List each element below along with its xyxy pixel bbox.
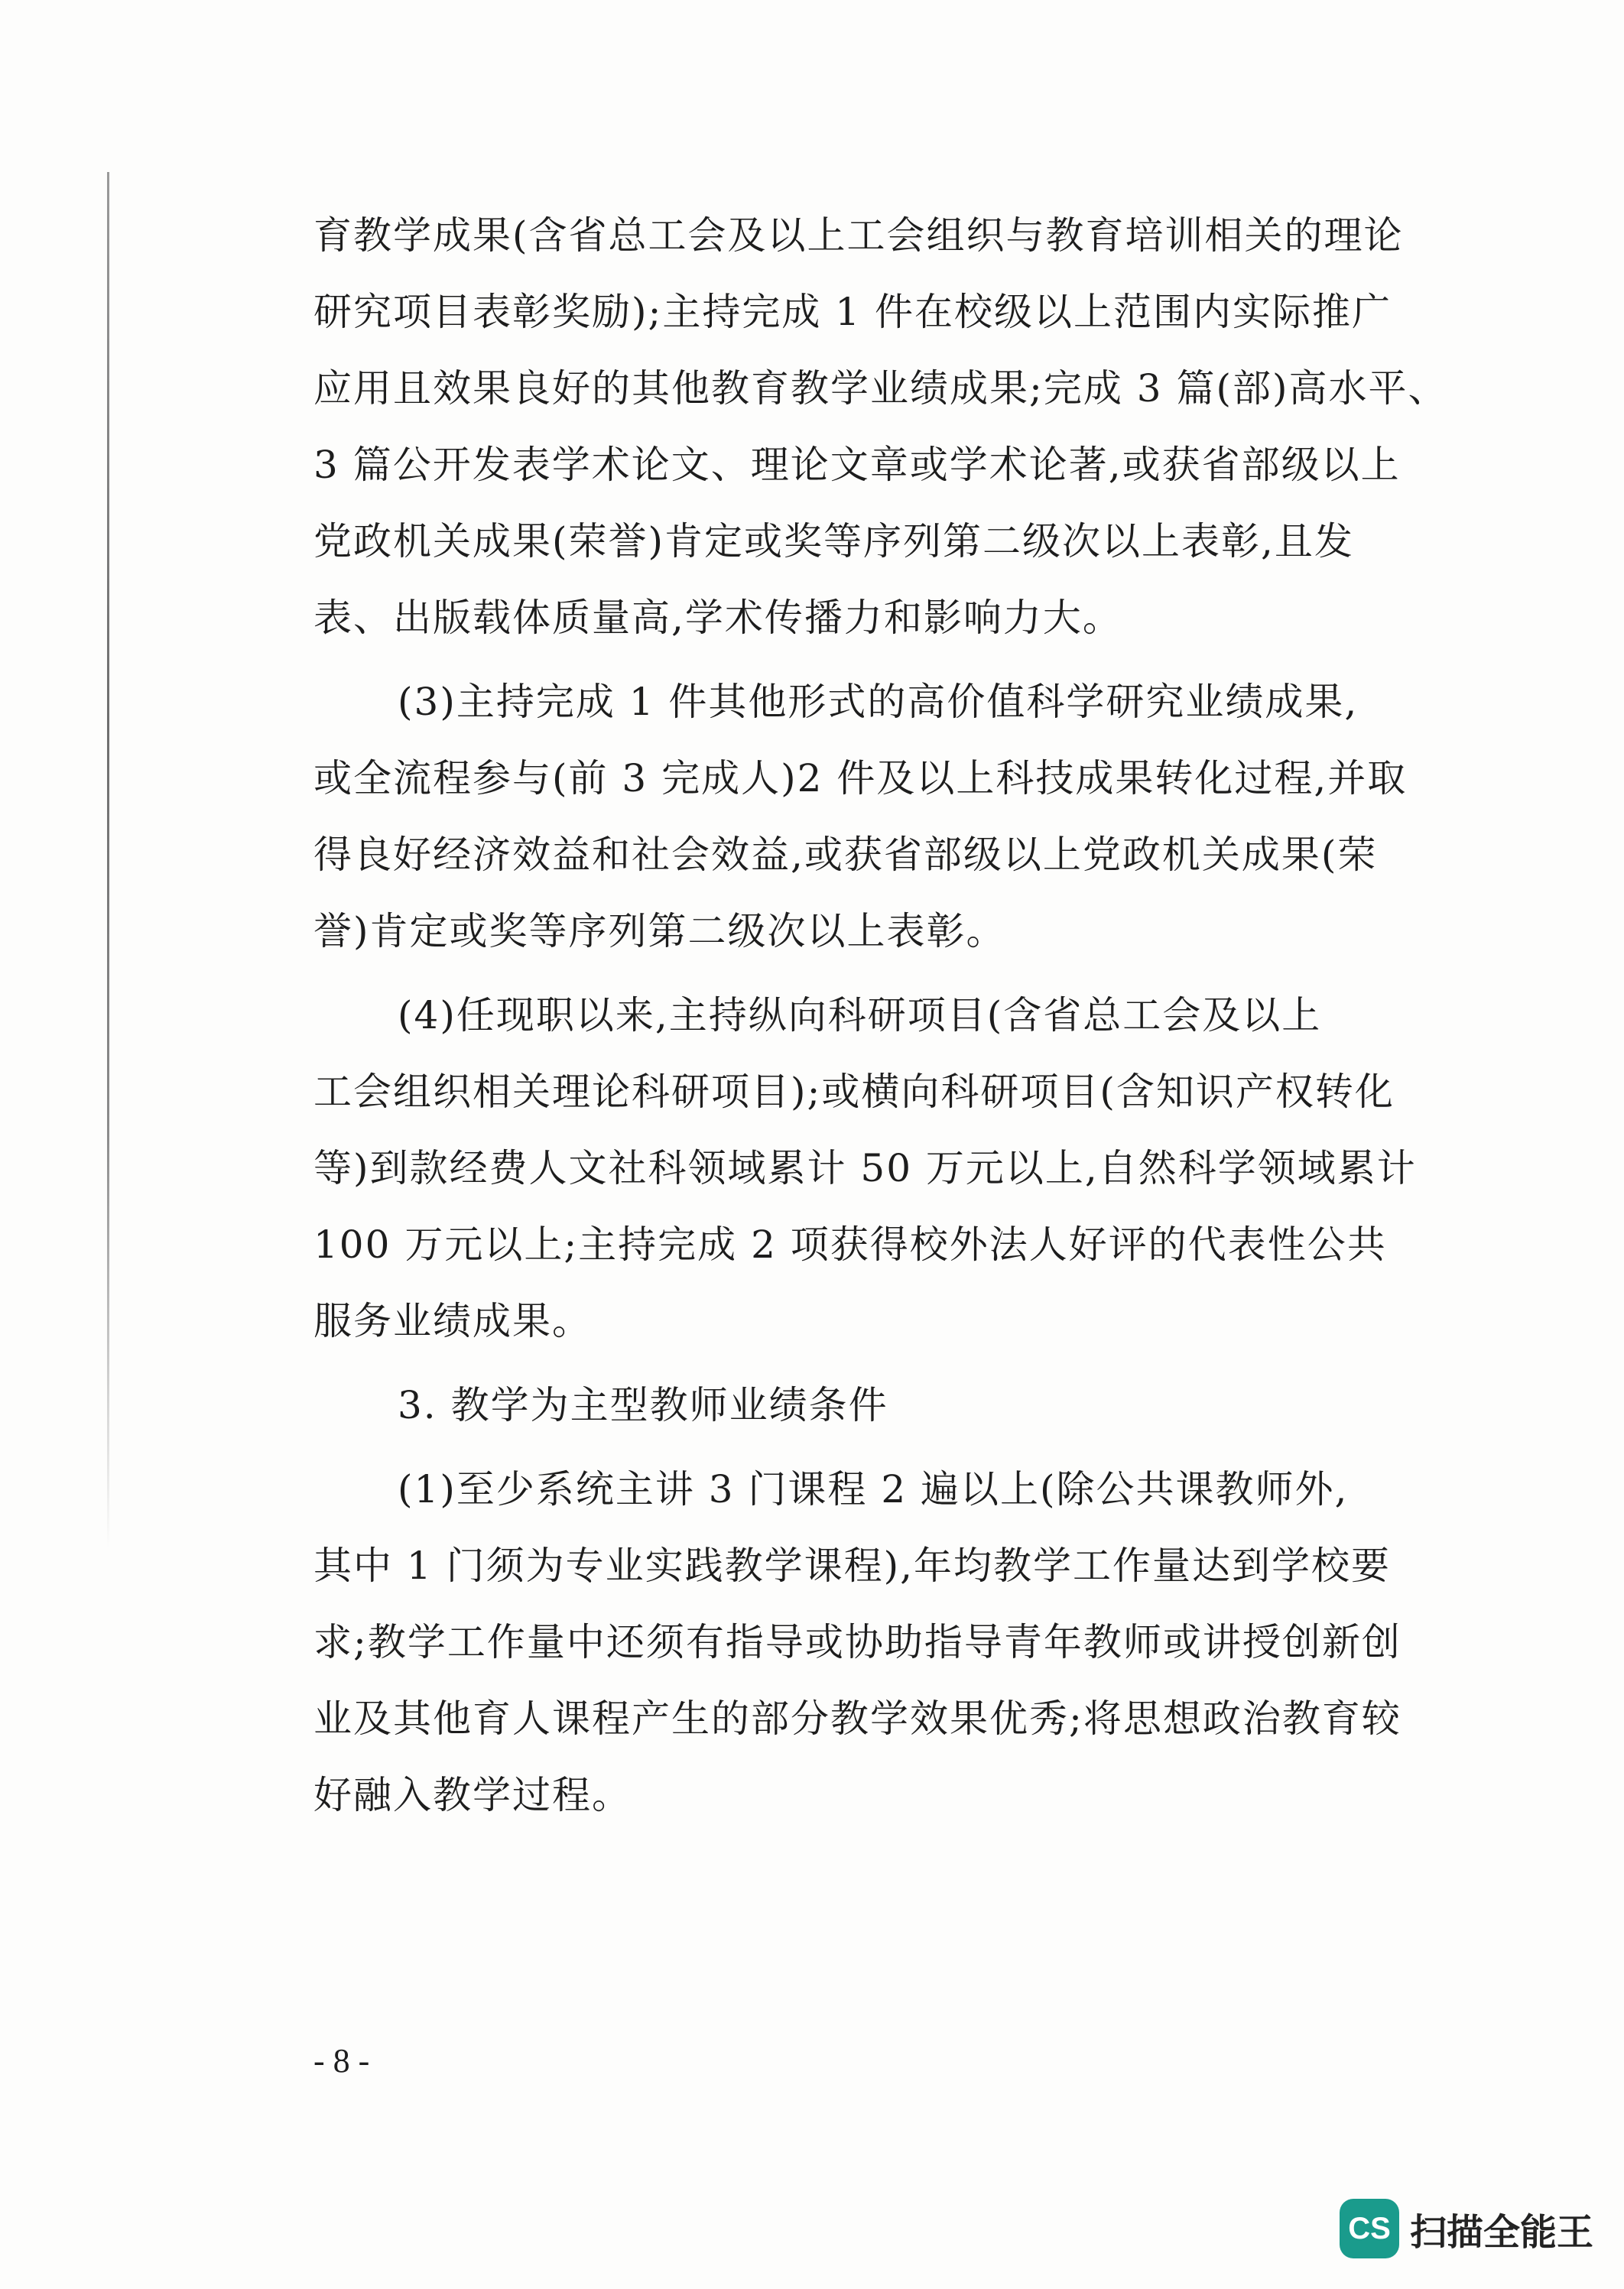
scanner-watermark — [1340, 2199, 1593, 2258]
text-line: 3 篇公开发表学术论文、理论文章或学术论著,或获省部级以上 — [313, 443, 1401, 487]
text-line: 或全流程参与(前 3 完成人)2 件及以上科技成果转化过程,并取 — [313, 756, 1408, 800]
page-number: - 8 - — [313, 2042, 370, 2080]
section-heading — [313, 1367, 1476, 1443]
text-line: 求;教学工作量中还须有指导或协助指导青年教师或讲授创新创 — [313, 1620, 1402, 1664]
text-line: 育教学成果(含省总工会及以上工会组织与教育培训相关的理论 — [313, 213, 1404, 258]
camscanner-logo-icon: CS — [1340, 2199, 1399, 2258]
text-line: (1)至少系统主讲 3 门课程 2 遍以上(除公共课教师外, — [398, 1467, 1349, 1511]
text-line: 其中 1 门须为专业实践教学课程),年均教学工作量达到学校要 — [313, 1544, 1391, 1588]
document-body — [313, 197, 1476, 1833]
paragraph-item-3 — [313, 664, 1476, 969]
paragraph-item-1 — [313, 1451, 1476, 1833]
text-line: 应用且效果良好的其他教育教学业绩成果;完成 3 篇(部)高水平、 — [313, 366, 1448, 411]
binding-edge-line — [107, 172, 109, 1548]
text-line: 研究项目表彰奖励);主持完成 1 件在校级以上范围内实际推广 — [313, 290, 1392, 334]
text-line: 表、出版载体质量高,学术传播力和影响力大。 — [313, 596, 1122, 640]
text-line: 业及其他育人课程产生的部分教学效果优秀;将思想政治教育较 — [313, 1696, 1402, 1741]
heading-text: 3. 教学为主型教师业绩条件 — [398, 1383, 888, 1427]
text-line: 好融入教学过程。 — [313, 1773, 632, 1817]
paragraph-item-4 — [313, 977, 1476, 1359]
text-line: 服务业绩成果。 — [313, 1299, 592, 1343]
text-line: 100 万元以上;主持完成 2 项获得校外法人好评的代表性公共 — [313, 1222, 1387, 1267]
text-line: 工会组织相关理论科研项目);或横向科研项目(含知识产权转化 — [313, 1070, 1395, 1114]
text-line: 等)到款经费人文社科领域累计 50 万元以上,自然科学领域累计 — [313, 1146, 1417, 1190]
text-line: 得良好经济效益和社会效益,或获省部级以上党政机关成果(荣 — [313, 833, 1378, 877]
text-line: 誉)肯定或奖等序列第二级次以上表彰。 — [313, 909, 1006, 953]
text-line: 党政机关成果(荣誉)肯定或奖等序列第二级次以上表彰,且发 — [313, 519, 1354, 563]
paragraph-continuation — [313, 197, 1476, 656]
text-line: (3)主持完成 1 件其他形式的高价值科学研究业绩成果, — [398, 680, 1359, 724]
text-line: (4)任现职以来,主持纵向科研项目(含省总工会及以上 — [398, 993, 1322, 1037]
watermark-brand: 扫描全能王 — [1409, 2210, 1593, 2254]
